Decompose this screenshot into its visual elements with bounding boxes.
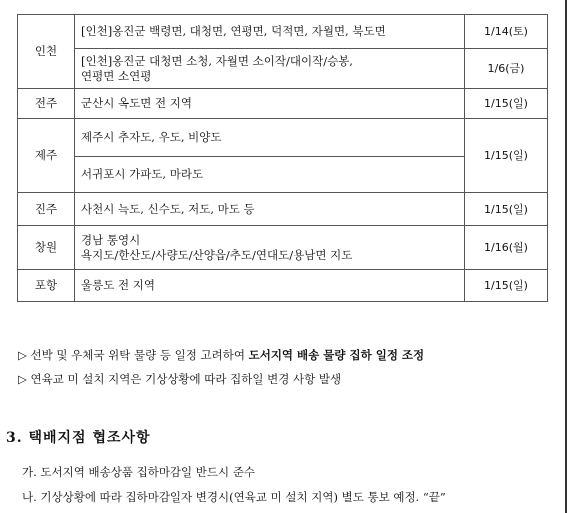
notes-block xyxy=(18,343,558,391)
table-row xyxy=(18,49,548,89)
area-cell: 경남 통영시 욕지도/한산도/사량도/산양읍/추도/연대도/용남면 지도 xyxy=(75,226,465,270)
area-cell: 제주시 추자도, 우도, 비양도 xyxy=(75,119,465,157)
area-cell: [인천]옹진군 백령면, 대청면, 연평면, 덕적면, 자월면, 북도면 xyxy=(75,15,465,49)
table-row xyxy=(18,193,548,226)
area-cell: 울릉도 전 지역 xyxy=(75,270,465,302)
item-deadline: 가. 도서지역 배송상품 집하마감일 반드시 준수 xyxy=(22,465,256,479)
cooperation-items xyxy=(22,460,562,510)
table-row xyxy=(18,119,548,157)
date-cell: 1/15(일) xyxy=(465,270,548,302)
region-cell: 창원 xyxy=(18,226,75,270)
area-cell: 군산시 옥도면 전 지역 xyxy=(75,89,465,119)
area-cell: [인천]옹진군 대청면 소청, 자월면 소이작/대이작/승봉, 연평면 소연평 xyxy=(75,49,465,89)
table-row xyxy=(18,270,548,302)
region-cell: 제주 xyxy=(18,119,75,193)
island-delivery-table xyxy=(17,14,548,302)
table-row xyxy=(18,89,548,119)
table-row xyxy=(18,226,548,270)
region-cell: 전주 xyxy=(18,89,75,119)
region-cell: 포항 xyxy=(18,270,75,302)
date-cell: 1/16(월) xyxy=(465,226,548,270)
date-cell: 1/15(일) xyxy=(465,193,548,226)
note-text: ▷ 선박 및 우체국 위탁 물량 등 일정 고려하여 xyxy=(18,348,249,362)
item-notice: 나. 기상상황에 따라 집하마감일자 변경시(연육교 미 설치 지역) 별도 통보 예정. “끝” xyxy=(22,490,446,504)
area-cell: 사천시 늑도, 신수도, 저도, 마도 등 xyxy=(75,193,465,226)
region-cell: 진주 xyxy=(18,193,75,226)
region-cell: 인천 xyxy=(18,15,75,89)
table-row xyxy=(18,15,548,49)
date-cell: 1/6(금) xyxy=(465,49,548,89)
date-cell: 1/14(토) xyxy=(465,15,548,49)
note-line-weather: ▷ 연육교 미 설치 지역은 기상상황에 따라 집하일 변경 사항 발생 xyxy=(18,372,342,386)
date-cell: 1/15(일) xyxy=(465,119,548,193)
section-title: 3. 택배지점 협조사항 xyxy=(6,430,151,446)
note-line-schedule xyxy=(18,343,558,367)
area-cell: 서귀포시 가파도, 마라도 xyxy=(75,157,465,193)
note-emphasis: 도서지역 배송 물량 집하 일정 조정 xyxy=(248,348,425,362)
date-cell: 1/15(일) xyxy=(465,89,548,119)
